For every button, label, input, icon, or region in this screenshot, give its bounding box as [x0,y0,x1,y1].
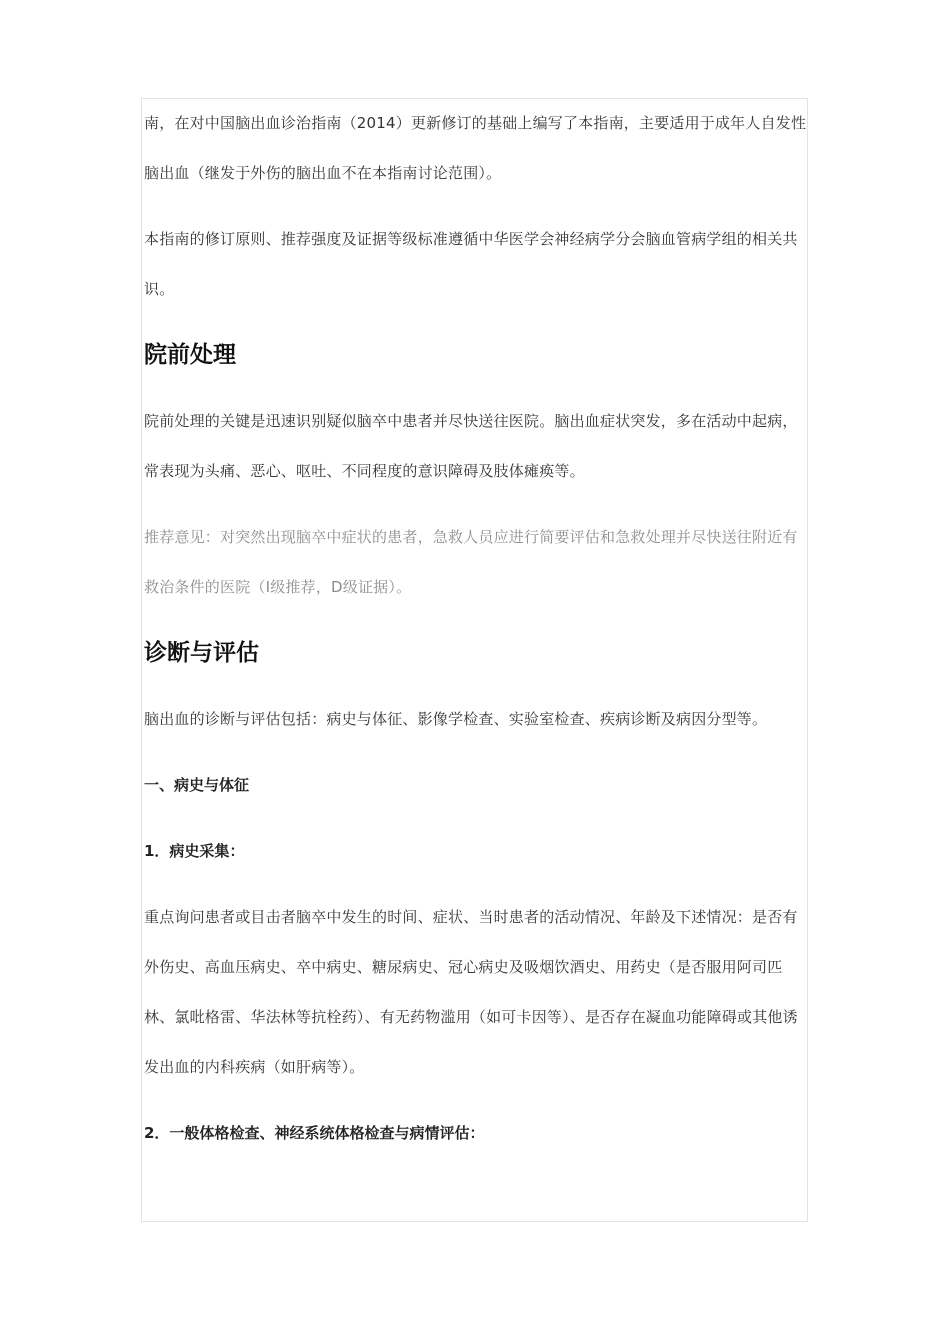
sub-heading: 一、病史与体征 [144,776,250,794]
recommendation-paragraph: 推荐意见：对突然出现脑卒中症状的患者，急救人员应进行简要评估和急救处理并尽快送往附近有救治条件的医院（Ⅰ级推荐，D级证据）。 [144,528,798,596]
intro-paragraph: 南，在对中国脑出血诊治指南（2014）更新修订的基础上编写了本指南，主要适用于成年人自发性脑出血（继发于外伤的脑出血不在本指南讨论范围）。 [144,114,807,182]
item-heading: 1．病史采集： [144,842,245,860]
item-heading: 2．一般体格检查、神经系统体格检查与病情评估： [144,1124,485,1142]
body-paragraph: 重点询问患者或目击者脑卒中发生的时间、症状、当时患者的活动情况、年龄及下述情况：是否有外伤史、高血压病史、卒中病史、糖尿病史、冠心病史及吸烟饮酒史、用药史（是否服用阿司匹林、氯吡格雷、华法林等抗栓药）、有无药物滥用（如可卡因等）、是否存在凝血功能障碍或其他诱发出血的内科疾病（如肝病等）。 [144,908,798,1076]
document-body [144,98,812,1158]
section-heading: 院前处理 [144,342,236,368]
body-paragraph: 院前处理的关键是迅速识别疑似脑卒中患者并尽快送往医院。脑出血症状突发，多在活动中起病，常表现为头痛、恶心、呕吐、不同程度的意识障碍及肢体瘫痪等。 [144,412,798,480]
body-paragraph: 脑出血的诊断与评估包括：病史与体征、影像学检查、实验室检查、疾病诊断及病因分型等。 [144,710,768,728]
intro-paragraph: 本指南的修订原则、推荐强度及证据等级标准遵循中华医学会神经病学分会脑血管病学组的相关共识。 [144,230,798,298]
section-heading: 诊断与评估 [144,640,259,666]
